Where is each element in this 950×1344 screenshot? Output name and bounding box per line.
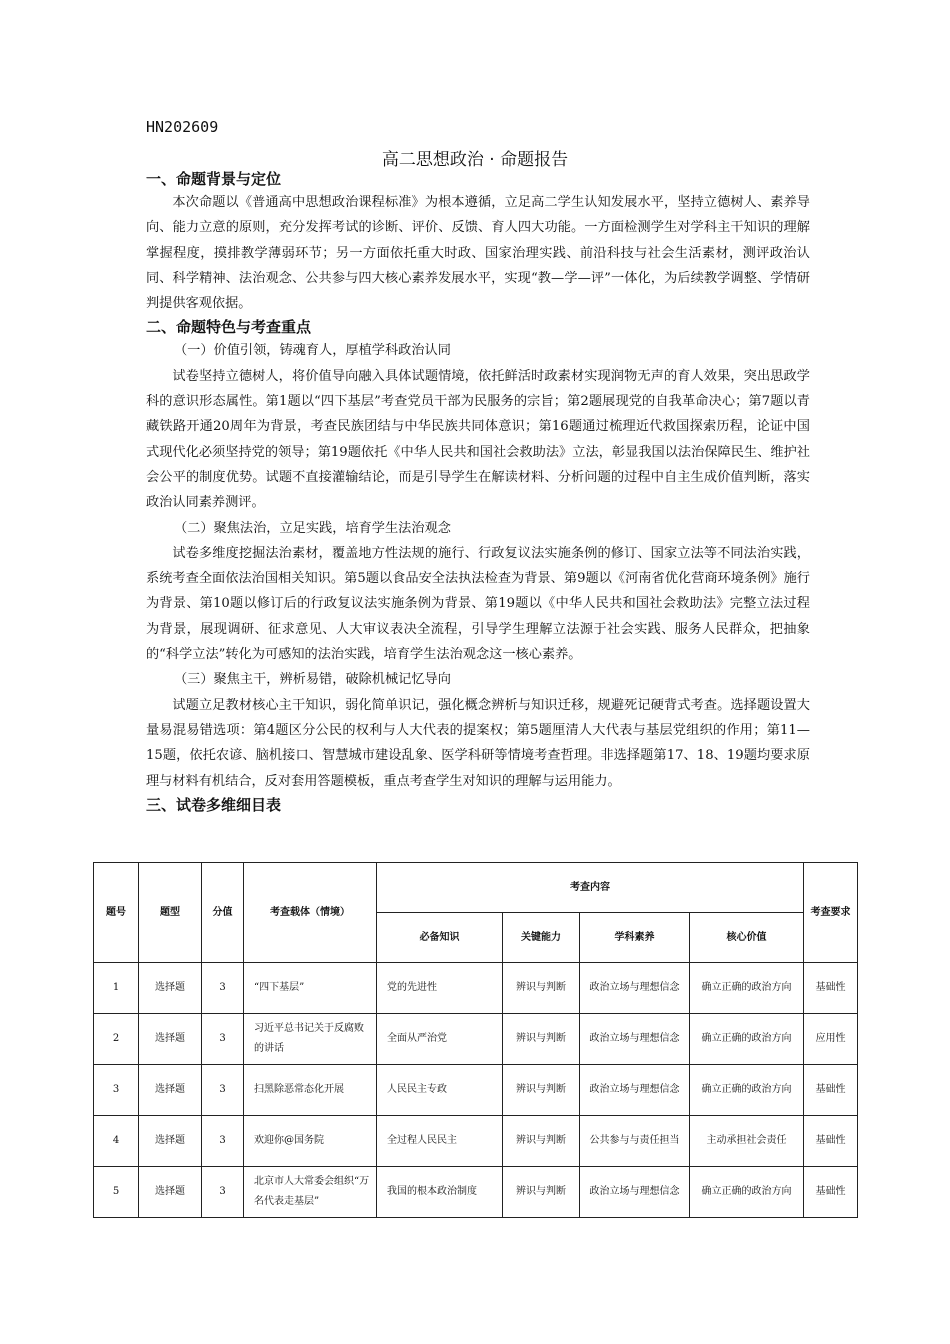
cell-carrier: 习近平总书记关于反腐败的讲话 xyxy=(244,1014,377,1065)
cell-type: 选择题 xyxy=(139,1065,202,1116)
document-code: HN202609 xyxy=(146,118,219,136)
cell-knowledge: 全过程人民民主 xyxy=(377,1116,503,1167)
cell-type: 选择题 xyxy=(139,1167,202,1218)
header-num: 题号 xyxy=(94,863,139,963)
document-title: 高二思想政治 · 命题报告 xyxy=(381,150,569,170)
cell-literacy: 政治立场与理想信念 xyxy=(580,1014,690,1065)
section-heading-spec-table: 三、试卷多维细目表 xyxy=(146,795,282,814)
cell-requirement: 基础性 xyxy=(804,1116,858,1167)
header-literacy: 学科素养 xyxy=(580,913,690,963)
header-carrier: 考查载体（情境） xyxy=(244,863,377,963)
cell-value: 确立正确的政治方向 xyxy=(690,963,804,1014)
header-content: 考查内容 xyxy=(377,863,804,913)
cell-score: 3 xyxy=(202,1065,244,1116)
section-heading-background: 一、命题背景与定位 xyxy=(146,170,282,188)
subheading-core-knowledge: （三）聚焦主干，辨析易错，破除机械记忆导向 xyxy=(174,672,451,688)
cell-carrier: 欢迎你@国务院 xyxy=(244,1116,377,1167)
cell-num: 4 xyxy=(94,1116,139,1167)
report-body xyxy=(146,168,810,816)
cell-score: 3 xyxy=(202,1116,244,1167)
cell-ability: 辨识与判断 xyxy=(503,1167,580,1218)
cell-literacy: 公共参与与责任担当 xyxy=(580,1116,690,1167)
cell-knowledge: 我国的根本政治制度 xyxy=(377,1167,503,1218)
cell-requirement: 基础性 xyxy=(804,1167,858,1218)
cell-literacy: 政治立场与理想信念 xyxy=(580,1167,690,1218)
section-heading-features: 二、命题特色与考查重点 xyxy=(146,318,312,337)
cell-carrier: 北京市人大常委会组织“万名代表走基层” xyxy=(244,1167,377,1218)
cell-num: 1 xyxy=(94,963,139,1014)
cell-requirement: 应用性 xyxy=(804,1014,858,1065)
cell-value: 确立正确的政治方向 xyxy=(690,1167,804,1218)
cell-ability: 辨识与判断 xyxy=(503,1014,580,1065)
cell-knowledge: 人民民主专政 xyxy=(377,1065,503,1116)
cell-score: 3 xyxy=(202,963,244,1014)
cell-ability: 辨识与判断 xyxy=(503,1116,580,1167)
cell-knowledge: 党的先进性 xyxy=(377,963,503,1014)
header-value: 核心价值 xyxy=(690,913,804,963)
cell-value: 主动承担社会责任 xyxy=(690,1116,804,1167)
cell-carrier: “四下基层” xyxy=(244,963,377,1014)
cell-value: 确立正确的政治方向 xyxy=(690,1014,804,1065)
cell-ability: 辨识与判断 xyxy=(503,1065,580,1116)
cell-type: 选择题 xyxy=(139,963,202,1014)
table-row xyxy=(94,1116,858,1167)
cell-type: 选择题 xyxy=(139,1014,202,1065)
cell-value: 确立正确的政治方向 xyxy=(690,1065,804,1116)
section-paragraph-background: 本次命题以《普通高中思想政治课程标准》为根本遵循，立足高二学生认知发展水平，坚持立德树人、素养导向、能力立意的原则，充分发挥考试的诊断、评价、反馈、育人四大功能。一方面检测学生对学科主干知识的理解掌握程度，摸排教学薄弱环节；另一方面依托重大时政、国家治理实践、前沿科技与社会生活素材，测评政治认同、科学精神、法治观念、公共参与四大核心素养发展水平，实现“教—学—评”一体化，为后续教学调整、学情研判提供客观依据。 xyxy=(146,195,810,312)
header-knowledge: 必备知识 xyxy=(377,913,503,963)
table-row xyxy=(94,1065,858,1116)
header-requirement: 考查要求 xyxy=(804,863,858,963)
paragraph-core-knowledge: 试题立足教材核心主干知识，弱化简单识记，强化概念辨析与知识迁移，规避死记硬背式考查。选择题设置大量易混易错选项：第4题区分公民的权利与人大代表的提案权；第5题厘清人大代表与基层党组织的作用；第11—15题，依托农谚、脑机接口、智慧城市建设乱象、医学科研等情境考查哲理。非选择题第17、18、19题均要求原理与材料有机结合，反对套用答题模板，重点考查学生对知识的理解与运用能力。 xyxy=(146,697,810,789)
cell-requirement: 基础性 xyxy=(804,963,858,1014)
cell-literacy: 政治立场与理想信念 xyxy=(580,1065,690,1116)
cell-knowledge: 全面从严治党 xyxy=(377,1014,503,1065)
cell-num: 2 xyxy=(94,1014,139,1065)
header-score: 分值 xyxy=(202,863,244,963)
cell-num: 5 xyxy=(94,1167,139,1218)
spec-table xyxy=(93,862,858,1218)
header-type: 题型 xyxy=(139,863,202,963)
cell-ability: 辨识与判断 xyxy=(503,963,580,1014)
cell-score: 3 xyxy=(202,1014,244,1065)
cell-num: 3 xyxy=(94,1065,139,1116)
paragraph-value-guidance: 试卷坚持立德树人，将价值导向融入具体试题情境，依托鲜活时政素材实现润物无声的育人效果，突出思政学科的意识形态属性。第1题以“四下基层”考查党员干部为民服务的宗旨；第2题展现党的自我革命决心；第7题以青藏铁路开通20周年为背景，考查民族团结与中华民族共同体意识；第16题通过梳理近代救国探索历程，论证中国式现代化必须坚持党的领导；第19题依托《中华人民共和国社会救助法》立法，彰显我国以法治保障民生、维护社会公平的制度优势。试题不直接灌输结论，而是引导学生在解读材料、分析问题的过程中自主生成价值判断，落实政治认同素养测评。 xyxy=(146,368,810,511)
subheading-rule-of-law: （二）聚焦法治，立足实践，培育学生法治观念 xyxy=(174,520,451,536)
cell-score: 3 xyxy=(202,1167,244,1218)
subheading-value-guidance: （一）价值引领，铸魂育人，厚植学科政治认同 xyxy=(174,343,451,359)
paragraph-rule-of-law: 试卷多维度挖掘法治素材，覆盖地方性法规的施行、行政复议法实施条例的修订、国家立法等不同法治实践，系统考查全面依法治国相关知识。第5题以食品安全法执法检查为背景、第9题以《河南省优化营商环境条例》施行为背景、第10题以修订后的行政复议法实施条例为背景、第19题以《中华人民共和国社会救助法》完整立法过程为背景，展现调研、征求意见、人大审议表决全流程，引导学生理解立法源于社会实践、服务人民群众，把抽象的“科学立法”转化为可感知的法治实践，培育学生法治观念这一核心素养。 xyxy=(146,545,810,663)
table-row xyxy=(94,1167,858,1218)
table-row xyxy=(94,1014,858,1065)
cell-type: 选择题 xyxy=(139,1116,202,1167)
cell-literacy: 政治立场与理想信念 xyxy=(580,963,690,1014)
header-ability: 关键能力 xyxy=(503,913,580,963)
table-row xyxy=(94,963,858,1014)
cell-requirement: 基础性 xyxy=(804,1065,858,1116)
cell-carrier: 扫黑除恶常态化开展 xyxy=(244,1065,377,1116)
